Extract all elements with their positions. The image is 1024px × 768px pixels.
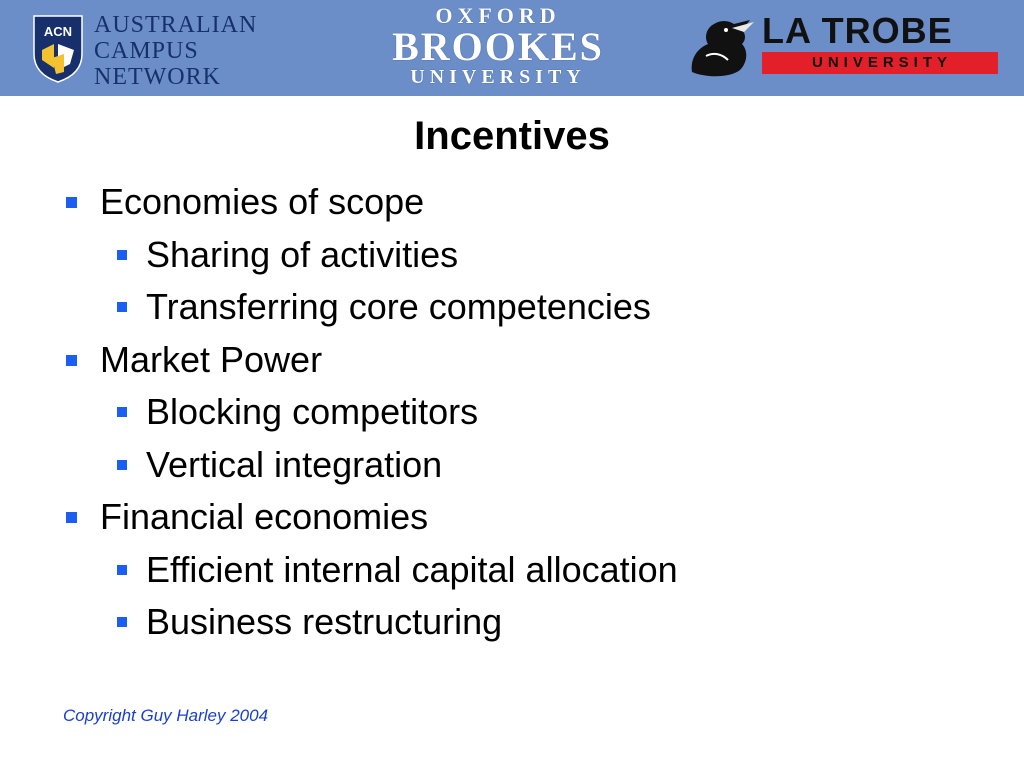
la-trobe-red-bar	[762, 52, 998, 74]
bullet-text: Transferring core competencies	[146, 286, 651, 327]
bullet-item	[100, 495, 428, 539]
acn-name-line-3: NETWORK	[94, 64, 221, 90]
slide-title: Incentives	[414, 114, 610, 158]
bullet-item	[100, 180, 424, 224]
oxford-brookes-logo	[346, 4, 650, 92]
bullet-text: Sharing of activities	[146, 233, 459, 275]
bullet-text: Vertical integration	[146, 443, 443, 485]
square-bullet-icon	[117, 460, 127, 470]
acn-name-line-2: CAMPUS	[94, 38, 199, 64]
la-trobe-wordmark	[762, 12, 998, 74]
square-bullet-icon	[117, 617, 127, 627]
acn-shield-text: ACN	[43, 24, 73, 39]
square-bullet-icon	[117, 407, 127, 417]
brookes-line-2: BROOKES	[392, 24, 604, 69]
bullet-item	[100, 338, 322, 382]
acn-logo	[30, 12, 258, 88]
square-bullet-icon	[66, 355, 77, 366]
sub-bullet-item	[146, 443, 442, 487]
sub-bullet-item	[146, 548, 678, 592]
acn-name-line-1: AUSTRALIAN	[94, 12, 258, 38]
copyright-footer: Copyright Guy Harley 2004	[63, 706, 269, 725]
square-bullet-icon	[117, 302, 127, 312]
bullet-text: Business restructuring	[146, 601, 503, 642]
brookes-line-1: OXFORD	[435, 3, 561, 28]
brookes-line-3: UNIVERSITY	[410, 66, 586, 88]
square-bullet-icon	[66, 197, 77, 208]
sub-bullet-item	[146, 233, 458, 277]
square-bullet-icon	[117, 250, 127, 260]
sub-bullet-item	[146, 390, 478, 434]
bullet-text: Market Power	[100, 338, 323, 380]
pelican-icon	[684, 8, 758, 82]
square-bullet-icon	[117, 565, 127, 575]
acn-shield-icon	[30, 14, 86, 84]
bullet-text: Financial economies	[100, 496, 429, 537]
la-trobe-line-2: UNIVERSITY	[812, 54, 953, 71]
bullet-text: Blocking competitors	[146, 391, 479, 432]
header-banner	[0, 0, 1024, 96]
la-trobe-line-1: LA TROBE	[762, 10, 953, 51]
sub-bullet-item	[146, 285, 651, 329]
sub-bullet-item	[146, 600, 502, 644]
acn-name	[94, 12, 257, 90]
bullet-text: Economies of scope	[100, 181, 425, 222]
la-trobe-logo	[684, 8, 1014, 86]
bullet-text: Efficient internal capital allocation	[146, 548, 678, 590]
square-bullet-icon	[66, 512, 77, 523]
